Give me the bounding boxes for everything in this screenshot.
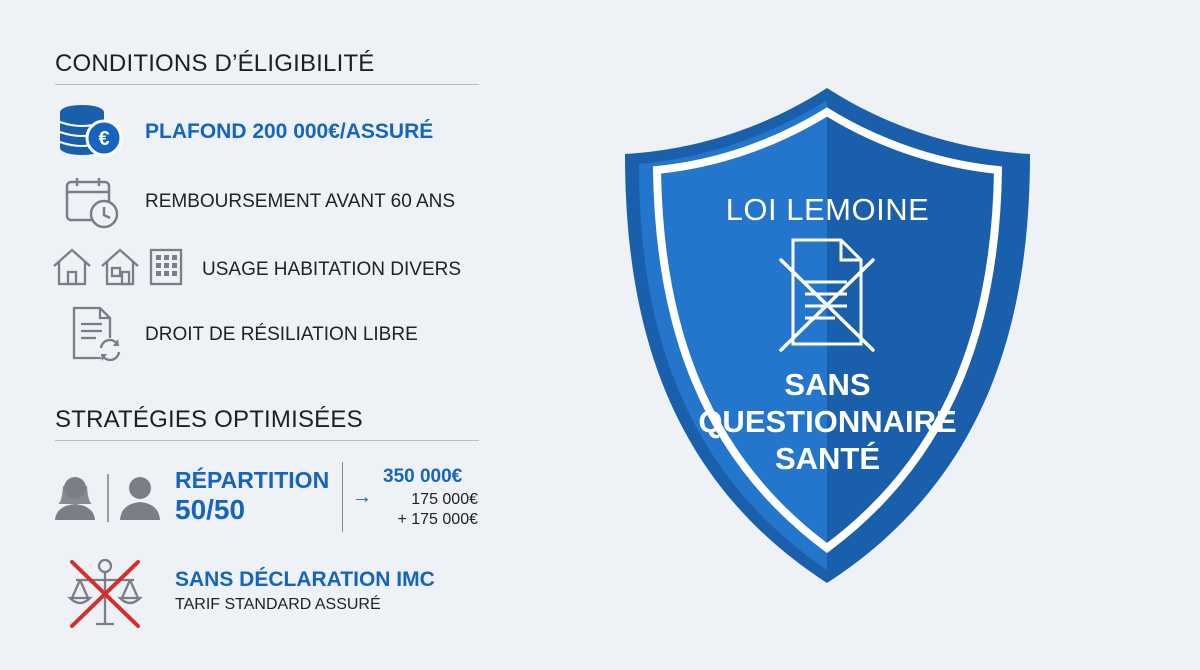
remboursement-label: REMBOURSEMENT AVANT 60 ANS: [145, 191, 456, 212]
shield-line-2: QUESTIONNAIRE: [698, 404, 957, 439]
split-part-1: 175 000€: [411, 491, 478, 508]
strategies-title: STRATÉGIES OPTIMISÉES: [55, 406, 363, 433]
split-value: 50/50: [175, 494, 246, 525]
split-part-2: + 175 000€: [397, 511, 478, 528]
split-title: RÉPARTITION: [175, 467, 330, 493]
split-divider: [342, 462, 343, 532]
svg-text:€: €: [98, 128, 110, 150]
imc-title: SANS DÉCLARATION IMC: [175, 568, 435, 591]
shield-line-1: SANS: [784, 367, 871, 402]
eligibility-title: CONDITIONS D’ÉLIGIBILITÉ: [55, 50, 375, 77]
eligibility-divider: [55, 84, 479, 85]
strategies-divider: [55, 440, 479, 441]
house-building-icon: [52, 246, 186, 288]
euro-coins-icon: [52, 102, 126, 160]
document-refresh-icon: [70, 306, 126, 364]
calendar-clock-icon: [64, 176, 122, 230]
plafond-label: PLAFOND 200 000€/ASSURÉ: [145, 120, 434, 143]
resiliation-label: DROIT DE RÉSILIATION LIBRE: [145, 324, 418, 345]
shield: [625, 88, 1030, 583]
two-persons-icon: [54, 472, 166, 522]
shield-graphic: [625, 88, 1030, 583]
shield-line-3: SANTÉ: [774, 441, 881, 476]
crossed-scale-person-icon: [66, 558, 144, 630]
shield-claim: [625, 366, 1030, 477]
usage-label: USAGE HABITATION DIVERS: [202, 259, 462, 280]
arrow-right-icon: →: [352, 486, 372, 508]
split-total: 350 000€: [383, 466, 463, 487]
shield-title: LOI LEMOINE: [725, 192, 930, 227]
imc-subtitle: TARIF STANDARD ASSURÉ: [175, 596, 381, 613]
